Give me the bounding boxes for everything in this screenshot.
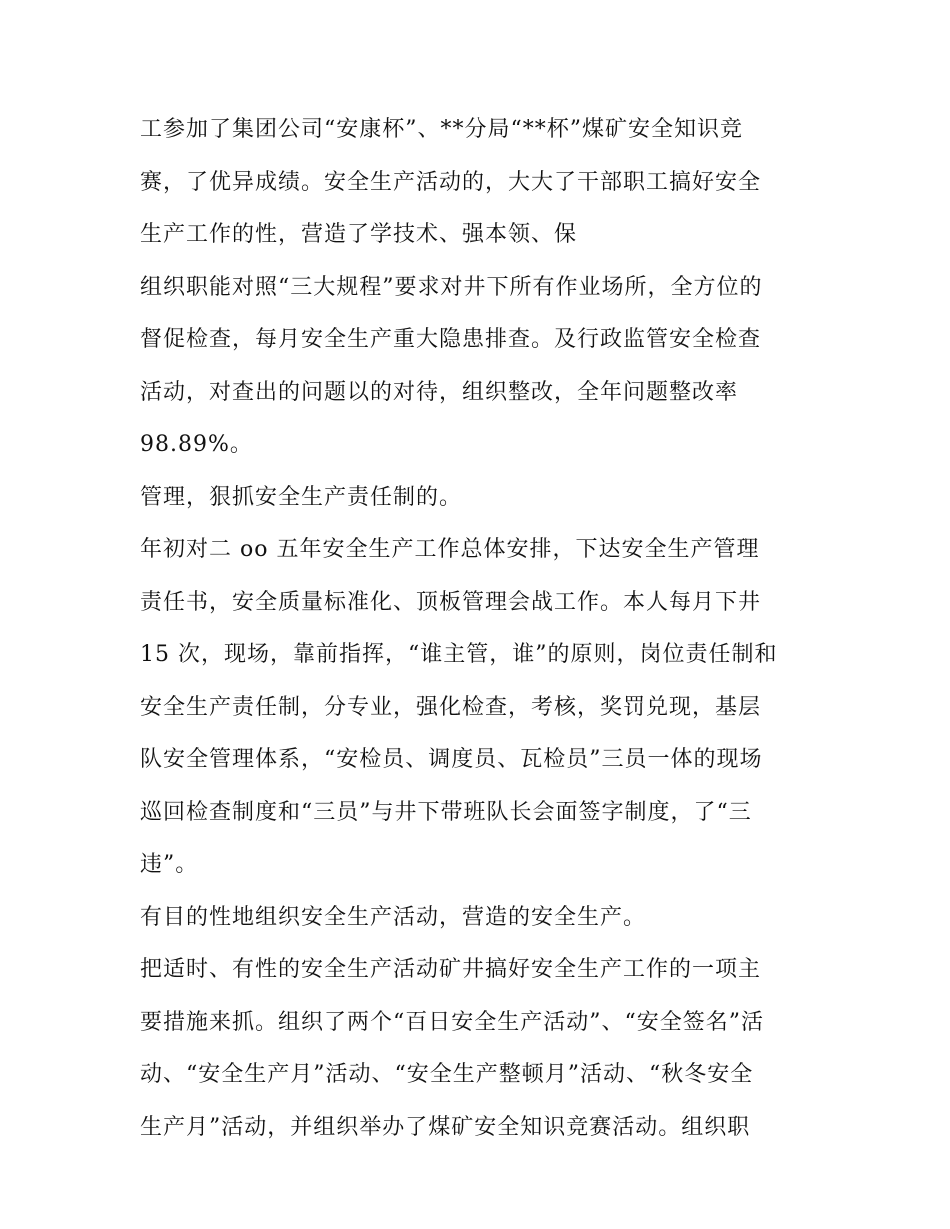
text-line: 巡回检查制度和“三员”与井下带班队长会面签字制度，了“三 — [140, 799, 752, 825]
text-line: 98.89%。 — [140, 432, 253, 457]
text-line: 活动，对查出的问题以的对待，组织整改，全年问题整改率 — [140, 379, 739, 405]
text-line: 把适时、有性的安全生产活动矿井搞好安全生产工作的一项主 — [140, 957, 762, 982]
text-line: 管理，狠抓安全生产责任制的。 — [140, 484, 463, 510]
document-body — [140, 110, 830, 1160]
text-line: 安全生产责任制，分专业，强化检查，考核，奖罚兑现，基层 — [140, 694, 762, 720]
text-line: 生产月”活动，并组织举办了煤矿安全知识竞赛活动。组织职 — [140, 1114, 751, 1140]
text-line: 违”。 — [140, 852, 199, 877]
text-line: 督促检查，每月安全生产重大隐患排查。及行政监管安全检查 — [140, 327, 762, 352]
text-line: 组织职能对照“三大规程”要求对井下所有作业场所，全方位的 — [140, 274, 763, 300]
text-line: 要措施来抓。组织了两个“百日安全生产活动”、“安全签名”活 — [140, 1009, 764, 1035]
text-line: 赛，了优异成绩。安全生产活动的，大大了干部职工搞好安全 — [140, 169, 762, 195]
text-line: 工参加了集团公司“安康杯”、**分局“**杯”煤矿安全知识竞 — [140, 117, 743, 142]
text-line: 生产工作的性，营造了学技术、强本领、保 — [140, 222, 578, 247]
text-line: 15 次，现场，靠前指挥，“谁主管，谁”的原则，岗位责任制和 — [140, 642, 778, 667]
text-line: 责任书，安全质量标准化、顶板管理会战工作。本人每月下井 — [140, 589, 762, 615]
text-line: 年初对二 oo 五年安全生产工作总体安排，下达安全生产管理 — [140, 537, 760, 562]
text-line: 有目的性地组织安全生产活动，营造的安全生产。 — [140, 904, 647, 930]
text-line: 动、“安全生产月”活动、“安全生产整顿月”活动、“秋冬安全 — [140, 1062, 754, 1087]
text-line: 队安全管理体系，“安检员、调度员、瓦检员”三员一体的现场 — [140, 747, 763, 772]
